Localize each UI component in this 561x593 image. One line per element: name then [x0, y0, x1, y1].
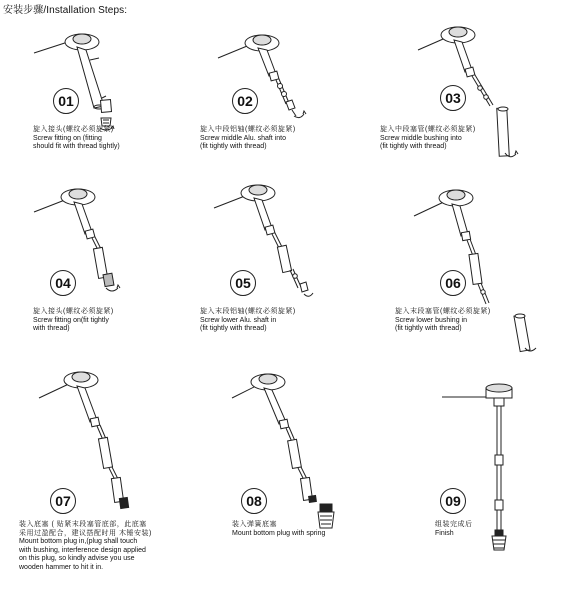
step-03-caption-en-1: Screw middle bushing into — [380, 134, 462, 142]
step-07-caption — [19, 521, 194, 573]
step-04-caption-en-1: Screw fitting on(fit tightly — [33, 316, 109, 324]
step-04-number-badge: 04 — [50, 270, 76, 296]
step-03-caption-en-2: (fit tightly with thread) — [380, 143, 447, 151]
step-04 — [20, 180, 195, 370]
step-07-illustration — [17, 360, 192, 510]
step-08-number-badge: 08 — [241, 488, 267, 514]
step-04-illustration — [20, 180, 195, 300]
step-09 — [400, 360, 561, 550]
step-05-caption-en-2: (fit tightly with thread) — [200, 325, 267, 333]
step-08-illustration — [210, 360, 385, 520]
step-07-caption-en-2: with bushing, interference design applied — [19, 546, 146, 554]
step-01-caption-en-1: Screw fitting on (fitting — [33, 134, 102, 142]
step-04-caption-cn: 旋入接头(螺纹必须旋紧) — [33, 308, 114, 315]
step-05 — [200, 180, 375, 370]
step-09-caption-cn: 组装完成后 — [435, 521, 473, 528]
step-01-illustration — [20, 20, 195, 130]
step-01-caption-en-2: should fit with thread tightly) — [33, 143, 120, 151]
step-07-caption-en-4: wooden hammer to hit it in. — [19, 563, 104, 571]
step-01-caption — [33, 126, 203, 152]
step-06-caption-cn: 旋入末段塞管(螺纹必须旋紧) — [395, 308, 491, 315]
step-02-number-badge: 02 — [232, 88, 258, 114]
step-06-caption-en-2: (fit tightly with thread) — [395, 325, 462, 333]
step-02-caption-en-2: (fit tightly with thread) — [200, 143, 267, 151]
step-09-caption — [435, 521, 561, 538]
step-06-caption-en-1: Screw lower bushing in — [395, 316, 467, 324]
step-07-caption-cn-2: 采用过盈配合，建议搭配时用 木锤安装) — [19, 529, 152, 537]
step-07-number-badge: 07 — [50, 488, 76, 514]
step-08-caption-cn: 装入弹簧底塞 — [232, 521, 277, 528]
page-title: 安装步骤/Installation Steps: — [3, 5, 128, 16]
step-05-illustration — [200, 180, 375, 300]
step-01-number-badge: 01 — [53, 88, 79, 114]
step-09-number-badge: 09 — [440, 488, 466, 514]
step-02-illustration — [200, 20, 375, 130]
step-02-caption — [200, 126, 370, 152]
step-05-caption — [200, 308, 370, 334]
step-05-caption-en-1: Screw lower Alu. shaft in — [200, 316, 277, 324]
step-04-caption — [33, 308, 203, 334]
step-08-caption-en-1: Mount bottom plug with spring — [232, 529, 326, 537]
step-07-caption-en-1: Mount bottom plug in,(plug shall touch — [19, 538, 138, 546]
step-02-caption-en-1: Screw middle Alu. shaft into — [200, 134, 286, 142]
step-08-caption — [232, 521, 402, 538]
step-03-number-badge: 03 — [440, 85, 466, 111]
step-04-caption-en-2: with thread) — [33, 325, 70, 333]
step-07-caption-en-3: on this plug, so kindly advise you use — [19, 555, 135, 563]
step-05-caption-cn: 旋入末段铝轴(螺纹必须旋紧) — [200, 308, 296, 315]
step-03-caption — [380, 126, 550, 152]
step-02-caption-cn: 旋入中段铝轴(螺纹必须旋紧) — [200, 126, 296, 133]
step-07-caption-cn-1: 装入底塞 ( 贴紧末段塞管底部，此底塞 — [19, 521, 147, 528]
step-09-caption-en-1: Finish — [435, 529, 454, 537]
step-03-caption-cn: 旋入中段塞管(螺纹必须旋紧) — [380, 126, 476, 133]
step-01-caption-cn: 旋入接头(螺纹必须旋紧) — [33, 126, 114, 133]
step-05-number-badge: 05 — [230, 270, 256, 296]
step-08 — [210, 360, 385, 550]
step-06-caption — [395, 308, 561, 334]
step-06 — [380, 180, 555, 370]
step-07 — [17, 360, 192, 590]
step-06-number-badge: 06 — [440, 270, 466, 296]
